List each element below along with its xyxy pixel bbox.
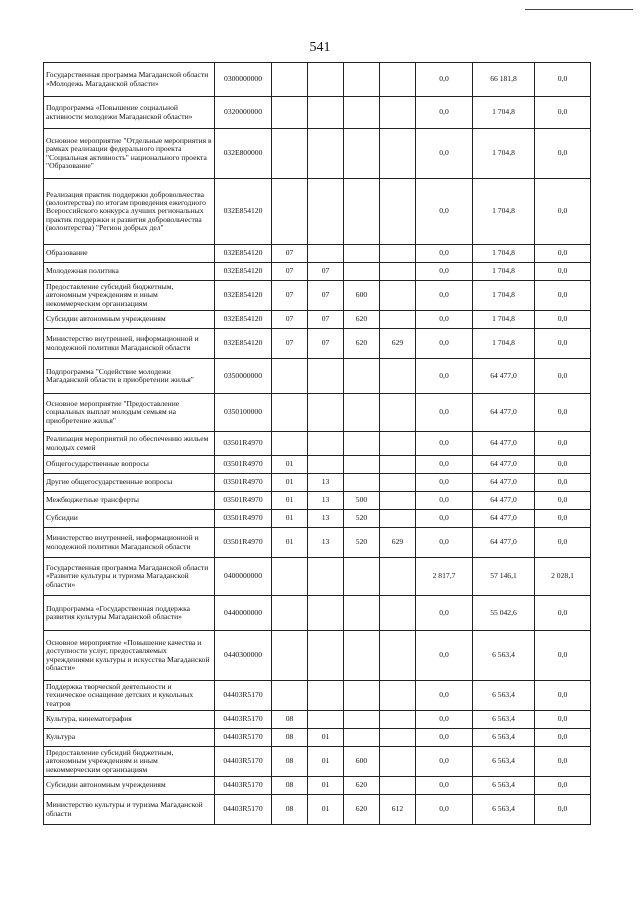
row-value-2: 64 477,0 (473, 528, 535, 558)
row-code: 03501R4970 (215, 432, 272, 456)
table-row (44, 747, 591, 777)
row-value-3: 0,0 (535, 129, 591, 179)
row-admin-code (380, 456, 416, 474)
row-section (272, 432, 308, 456)
row-section: 07 (272, 245, 308, 263)
table-row (44, 456, 591, 474)
row-value-3: 0,0 (535, 329, 591, 359)
row-value-3: 0,0 (535, 510, 591, 528)
row-admin-code (380, 432, 416, 456)
row-subsection: 01 (308, 777, 344, 795)
row-code: 032E854120 (215, 311, 272, 329)
row-name: Поддержка творческой деятельности и техническое оснащение детских и кукольных театров (44, 681, 215, 711)
row-subsection (308, 681, 344, 711)
row-admin-code: 629 (380, 528, 416, 558)
row-code: 0400000000 (215, 558, 272, 596)
row-expense-type (344, 729, 380, 747)
row-name: Предоставление субсидий бюджетным, автономным учреждениям и иным некоммерческим организациям (44, 281, 215, 311)
table-row (44, 245, 591, 263)
top-rule (525, 9, 633, 10)
table-row (44, 681, 591, 711)
row-expense-type: 620 (344, 777, 380, 795)
row-name: Субсидии автономным учреждениям (44, 311, 215, 329)
row-admin-code: 612 (380, 795, 416, 825)
row-expense-type: 620 (344, 795, 380, 825)
row-subsection (308, 359, 344, 394)
row-expense-type (344, 596, 380, 631)
row-code: 03501R4970 (215, 510, 272, 528)
row-expense-type (344, 394, 380, 432)
row-value-2: 64 477,0 (473, 359, 535, 394)
row-value-3: 0,0 (535, 492, 591, 510)
row-subsection (308, 179, 344, 245)
row-value-2: 66 181,8 (473, 63, 535, 97)
row-admin-code (380, 681, 416, 711)
row-section: 08 (272, 777, 308, 795)
table-row (44, 711, 591, 729)
row-value-1: 0,0 (416, 359, 473, 394)
row-name: Реализация практик поддержки добровольчества (волонтерства) по итогам проведения ежегодного Всероссийского конкурса лучших региональных практик поддержки и развития добровольчества (волонтерства) "Регион добрых дел" (44, 179, 215, 245)
row-value-3: 0,0 (535, 777, 591, 795)
row-admin-code (380, 777, 416, 795)
row-subsection (308, 432, 344, 456)
row-value-2: 64 477,0 (473, 474, 535, 492)
row-value-1: 0,0 (416, 281, 473, 311)
row-value-1: 0,0 (416, 311, 473, 329)
row-value-3: 2 028,1 (535, 558, 591, 596)
row-code: 032E854120 (215, 245, 272, 263)
row-code: 032E854120 (215, 329, 272, 359)
row-value-2: 64 477,0 (473, 510, 535, 528)
row-value-3: 0,0 (535, 795, 591, 825)
row-admin-code (380, 596, 416, 631)
row-name: Общегосударственные вопросы (44, 456, 215, 474)
row-subsection (308, 631, 344, 681)
row-expense-type (344, 63, 380, 97)
row-code: 03501R4970 (215, 492, 272, 510)
row-code: 032E854120 (215, 263, 272, 281)
row-admin-code (380, 510, 416, 528)
row-subsection: 01 (308, 729, 344, 747)
row-admin-code (380, 474, 416, 492)
row-value-2: 64 477,0 (473, 492, 535, 510)
row-name: Культура (44, 729, 215, 747)
row-admin-code (380, 63, 416, 97)
row-value-3: 0,0 (535, 311, 591, 329)
row-value-2: 1 704,8 (473, 179, 535, 245)
page-number: 541 (309, 40, 331, 55)
row-value-2: 55 042,6 (473, 596, 535, 631)
row-value-3: 0,0 (535, 729, 591, 747)
row-subsection (308, 245, 344, 263)
row-code: 04403R5170 (215, 747, 272, 777)
budget-table (43, 62, 591, 825)
row-value-3: 0,0 (535, 281, 591, 311)
row-code: 04403R5170 (215, 711, 272, 729)
row-name: Молодежная политика (44, 263, 215, 281)
row-value-1: 0,0 (416, 432, 473, 456)
row-expense-type (344, 432, 380, 456)
row-code: 04403R5170 (215, 729, 272, 747)
row-code: 032E854120 (215, 179, 272, 245)
table-row (44, 528, 591, 558)
row-subsection (308, 97, 344, 129)
table-row (44, 729, 591, 747)
row-admin-code (380, 394, 416, 432)
table-row (44, 179, 591, 245)
row-admin-code (380, 747, 416, 777)
row-value-3: 0,0 (535, 711, 591, 729)
row-section (272, 129, 308, 179)
row-value-3: 0,0 (535, 631, 591, 681)
row-subsection (308, 394, 344, 432)
row-expense-type: 620 (344, 329, 380, 359)
row-name: Подпрограмма "Содействие молодежи Магаданской области в приобретении жилья" (44, 359, 215, 394)
row-section: 01 (272, 492, 308, 510)
row-subsection: 07 (308, 329, 344, 359)
row-value-2: 6 563,4 (473, 795, 535, 825)
row-value-3: 0,0 (535, 456, 591, 474)
row-name: Основное мероприятие "Предоставление социальных выплат молодым семьям на приобретение жилья" (44, 394, 215, 432)
row-name: Субсидии автономным учреждениям (44, 777, 215, 795)
row-value-1: 2 817,7 (416, 558, 473, 596)
row-value-2: 1 704,8 (473, 263, 535, 281)
row-value-3: 0,0 (535, 747, 591, 777)
row-name: Основное мероприятие «Повышение качества и доступности услуг, предоставляемых учреждениями культуры и искусства Магаданской области» (44, 631, 215, 681)
row-subsection (308, 711, 344, 729)
table-row (44, 281, 591, 311)
row-name: Межбюджетные трансферты (44, 492, 215, 510)
row-section (272, 631, 308, 681)
row-admin-code (380, 97, 416, 129)
row-value-3: 0,0 (535, 681, 591, 711)
row-expense-type: 520 (344, 510, 380, 528)
row-admin-code: 629 (380, 329, 416, 359)
row-value-1: 0,0 (416, 510, 473, 528)
row-value-1: 0,0 (416, 747, 473, 777)
row-code: 0440300000 (215, 631, 272, 681)
row-subsection: 07 (308, 311, 344, 329)
row-expense-type (344, 179, 380, 245)
row-section (272, 179, 308, 245)
row-admin-code (380, 245, 416, 263)
row-value-3: 0,0 (535, 63, 591, 97)
row-value-2: 6 563,4 (473, 729, 535, 747)
row-expense-type: 500 (344, 492, 380, 510)
row-value-2: 6 563,4 (473, 631, 535, 681)
row-subsection: 01 (308, 795, 344, 825)
row-code: 03501R4970 (215, 456, 272, 474)
row-subsection: 13 (308, 492, 344, 510)
row-name: Основное мероприятие "Отдельные мероприятия в рамках реализации федерального проекта "Социальная активность" национального проекта "Образование" (44, 129, 215, 179)
row-subsection (308, 596, 344, 631)
table-row (44, 359, 591, 394)
row-code: 04403R5170 (215, 681, 272, 711)
row-value-1: 0,0 (416, 729, 473, 747)
row-section (272, 97, 308, 129)
table-row (44, 596, 591, 631)
row-section: 01 (272, 456, 308, 474)
row-code: 03501R4970 (215, 528, 272, 558)
row-section: 07 (272, 281, 308, 311)
row-section: 08 (272, 729, 308, 747)
row-subsection: 07 (308, 263, 344, 281)
row-value-3: 0,0 (535, 359, 591, 394)
table-row (44, 795, 591, 825)
row-value-3: 0,0 (535, 97, 591, 129)
table-row (44, 474, 591, 492)
row-section: 07 (272, 311, 308, 329)
row-code: 04403R5170 (215, 777, 272, 795)
table-row (44, 311, 591, 329)
row-name: Министерство внутренней, информационной и молодежной политики Магаданской области (44, 329, 215, 359)
row-value-2: 64 477,0 (473, 432, 535, 456)
row-value-2: 6 563,4 (473, 747, 535, 777)
row-name: Государственная программа Магаданской области «Молодежь Магаданской области» (44, 63, 215, 97)
row-value-1: 0,0 (416, 245, 473, 263)
row-code: 04403R5170 (215, 795, 272, 825)
row-subsection: 07 (308, 281, 344, 311)
row-expense-type: 600 (344, 747, 380, 777)
row-subsection (308, 129, 344, 179)
row-value-2: 1 704,8 (473, 281, 535, 311)
row-subsection: 13 (308, 528, 344, 558)
table-row (44, 492, 591, 510)
row-admin-code (380, 311, 416, 329)
row-code: 0350100000 (215, 394, 272, 432)
row-subsection: 13 (308, 510, 344, 528)
table-row (44, 329, 591, 359)
row-section: 01 (272, 510, 308, 528)
table-row (44, 777, 591, 795)
row-value-1: 0,0 (416, 474, 473, 492)
row-name: Культура, кинематография (44, 711, 215, 729)
row-expense-type (344, 474, 380, 492)
row-value-3: 0,0 (535, 394, 591, 432)
row-name: Другие общегосударственные вопросы (44, 474, 215, 492)
row-name: Образование (44, 245, 215, 263)
row-section: 07 (272, 263, 308, 281)
row-value-3: 0,0 (535, 245, 591, 263)
row-admin-code (380, 179, 416, 245)
row-value-2: 64 477,0 (473, 394, 535, 432)
row-code: 0320000000 (215, 97, 272, 129)
row-value-2: 1 704,8 (473, 245, 535, 263)
row-expense-type (344, 263, 380, 281)
row-expense-type (344, 631, 380, 681)
row-value-2: 64 477,0 (473, 456, 535, 474)
row-section: 08 (272, 711, 308, 729)
row-name: Предоставление субсидий бюджетным, автономным учреждениям и иным некоммерческим организациям (44, 747, 215, 777)
row-value-2: 6 563,4 (473, 711, 535, 729)
row-section: 08 (272, 795, 308, 825)
row-expense-type (344, 129, 380, 179)
row-code: 03501R4970 (215, 474, 272, 492)
row-section (272, 558, 308, 596)
row-value-1: 0,0 (416, 795, 473, 825)
row-value-1: 0,0 (416, 179, 473, 245)
row-name: Подпрограмма «Государственная поддержка развития культуры Магаданской области» (44, 596, 215, 631)
row-value-2: 57 146,1 (473, 558, 535, 596)
row-value-2: 1 704,8 (473, 329, 535, 359)
row-admin-code (380, 631, 416, 681)
row-expense-type: 520 (344, 528, 380, 558)
row-value-1: 0,0 (416, 596, 473, 631)
row-value-3: 0,0 (535, 179, 591, 245)
table-row (44, 558, 591, 596)
row-expense-type (344, 245, 380, 263)
row-section: 07 (272, 329, 308, 359)
row-value-1: 0,0 (416, 492, 473, 510)
row-value-1: 0,0 (416, 711, 473, 729)
table-row (44, 432, 591, 456)
row-section (272, 596, 308, 631)
row-value-2: 1 704,8 (473, 97, 535, 129)
row-section (272, 394, 308, 432)
row-value-1: 0,0 (416, 631, 473, 681)
row-admin-code (380, 263, 416, 281)
row-code: 032E854120 (215, 281, 272, 311)
row-name: Подпрограмма «Повышение социальной активности молодежи Магаданской области» (44, 97, 215, 129)
row-code: 0350000000 (215, 359, 272, 394)
row-value-3: 0,0 (535, 474, 591, 492)
row-name: Субсидии (44, 510, 215, 528)
table-row (44, 97, 591, 129)
row-code: 0440000000 (215, 596, 272, 631)
row-expense-type: 620 (344, 311, 380, 329)
row-value-2: 6 563,4 (473, 681, 535, 711)
row-value-3: 0,0 (535, 528, 591, 558)
row-value-1: 0,0 (416, 263, 473, 281)
row-section: 01 (272, 528, 308, 558)
row-expense-type (344, 681, 380, 711)
row-subsection (308, 558, 344, 596)
row-subsection: 01 (308, 747, 344, 777)
row-subsection (308, 456, 344, 474)
row-name: Министерство культуры и туризма Магаданской области (44, 795, 215, 825)
row-expense-type (344, 711, 380, 729)
row-admin-code (380, 711, 416, 729)
row-expense-type (344, 456, 380, 474)
row-value-1: 0,0 (416, 528, 473, 558)
row-value-1: 0,0 (416, 681, 473, 711)
row-value-2: 6 563,4 (473, 777, 535, 795)
row-value-1: 0,0 (416, 63, 473, 97)
row-value-3: 0,0 (535, 596, 591, 631)
row-value-1: 0,0 (416, 456, 473, 474)
table-row (44, 631, 591, 681)
row-name: Министерство внутренней, информационной и молодежной политики Магаданской области (44, 528, 215, 558)
row-expense-type: 600 (344, 281, 380, 311)
row-value-1: 0,0 (416, 394, 473, 432)
row-admin-code (380, 281, 416, 311)
row-value-2: 1 704,8 (473, 311, 535, 329)
row-admin-code (380, 492, 416, 510)
row-name: Государственная программа Магаданской области «Развитие культуры и туризма Магаданской области» (44, 558, 215, 596)
row-value-3: 0,0 (535, 263, 591, 281)
row-value-1: 0,0 (416, 329, 473, 359)
row-admin-code (380, 729, 416, 747)
table-row (44, 63, 591, 97)
row-section (272, 63, 308, 97)
row-subsection (308, 63, 344, 97)
row-expense-type (344, 359, 380, 394)
row-value-1: 0,0 (416, 97, 473, 129)
row-code: 0300000000 (215, 63, 272, 97)
table-row (44, 263, 591, 281)
row-name: Реализация мероприятий по обеспечению жильем молодых семей (44, 432, 215, 456)
row-section (272, 359, 308, 394)
row-value-2: 1 704,8 (473, 129, 535, 179)
row-expense-type (344, 558, 380, 596)
row-section: 08 (272, 747, 308, 777)
row-expense-type (344, 97, 380, 129)
table-row (44, 510, 591, 528)
table-row (44, 129, 591, 179)
row-value-1: 0,0 (416, 129, 473, 179)
row-value-3: 0,0 (535, 432, 591, 456)
row-subsection: 13 (308, 474, 344, 492)
row-admin-code (380, 558, 416, 596)
row-code: 032E800000 (215, 129, 272, 179)
row-section: 01 (272, 474, 308, 492)
row-value-1: 0,0 (416, 777, 473, 795)
row-admin-code (380, 129, 416, 179)
table-row (44, 394, 591, 432)
row-section (272, 681, 308, 711)
row-admin-code (380, 359, 416, 394)
